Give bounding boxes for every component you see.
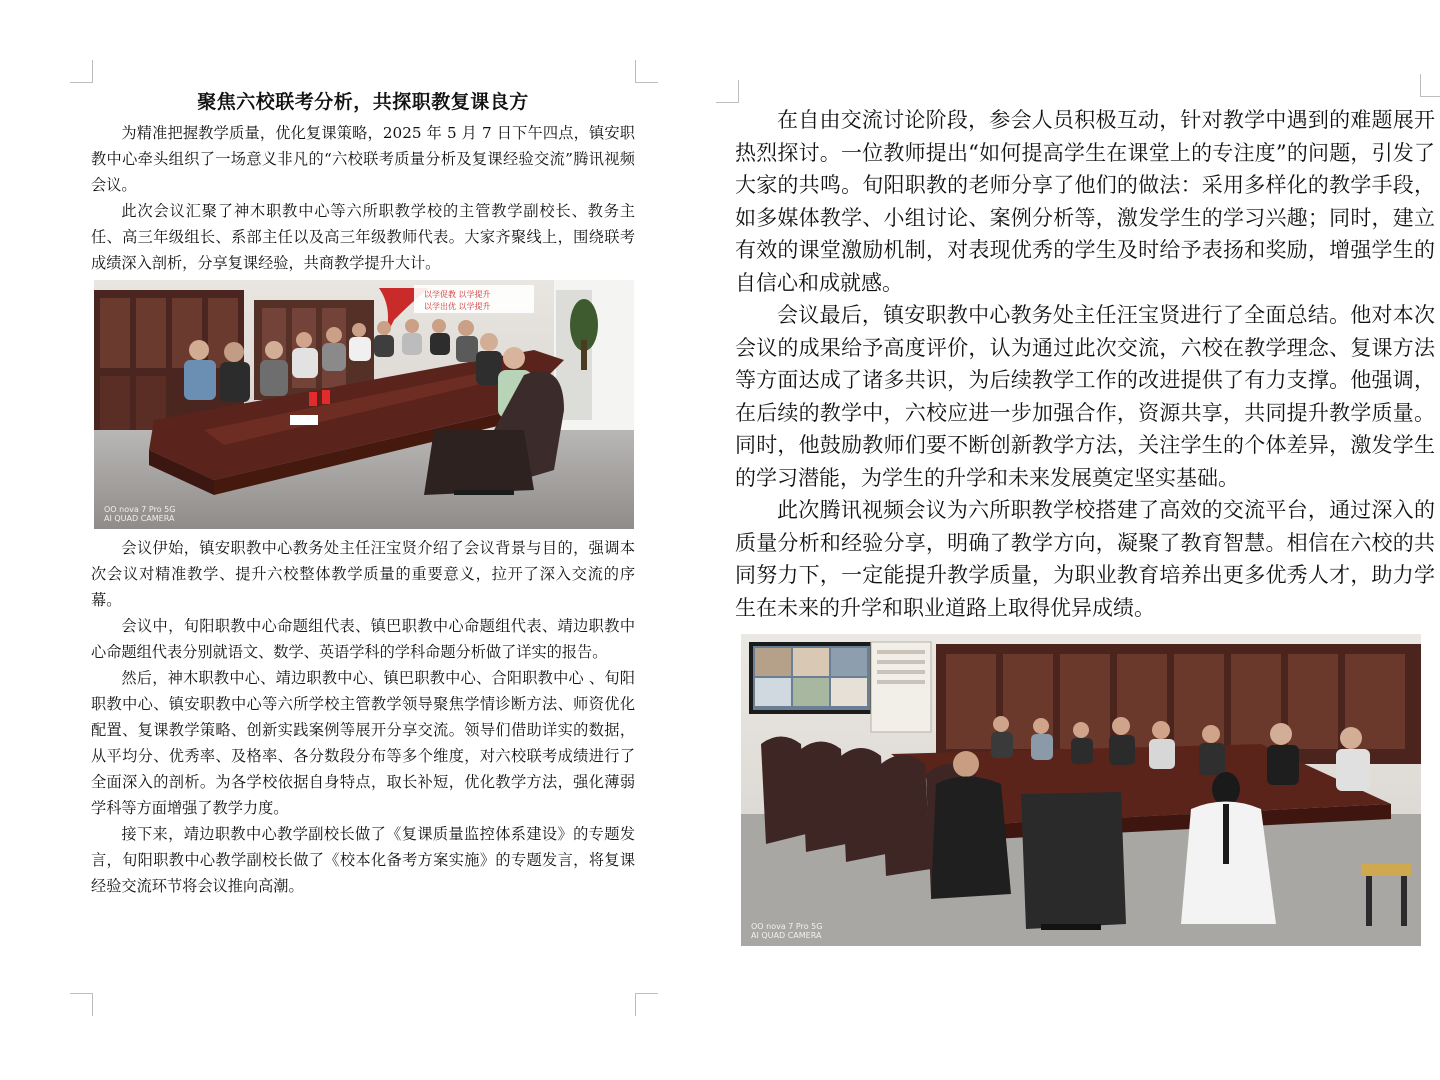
right-text-column: [735, 104, 1435, 952]
watermark-line: nova 7 Pro 5G: [766, 922, 823, 931]
svg-text:以学出优 以学提升: 以学出优 以学提升: [424, 302, 491, 311]
paragraph: 此次会议汇聚了神木职教中心等六所职教学校的主管教学副校长、教务主任、高三年级组长、系部主任以及高三年级教师代表。大家齐聚线上，围绕联考成绩深入剖析，分享复课经验，共商教学提升大计。: [91, 202, 635, 272]
article-title: 聚焦六校联考分析，共探职教复课良方: [197, 91, 529, 113]
crop-mark-top-right: [1420, 74, 1440, 97]
video-conference-photo-icon: [741, 634, 1421, 946]
paragraph: 会议中，旬阳职教中心命题组代表、镇巴职教中心命题组代表、靖边职教中心命题组代表分别就语文、数学、英语学科的学科命题分析做了详实的报告。: [91, 617, 635, 661]
camera-watermark: [751, 922, 822, 940]
crop-mark-top-right: [635, 60, 658, 83]
document-page-right: [720, 0, 1440, 1080]
crop-mark-top-left: [716, 80, 739, 103]
paragraph: 此次腾讯视频会议为六所职教学校搭建了高效的交流平台，通过深入的质量分析和经验分享，明确了教学方向，凝聚了教育智慧。相信在六校的共同努力下，一定能提升教学质量，为职业教育培养出更多优秀人才，助力学生在未来的升学和职业道路上取得优异成绩。: [735, 498, 1435, 620]
watermark-line: AI QUAD CAMERA: [751, 931, 822, 940]
camera-badge: OO: [104, 505, 117, 514]
watermark-line: AI QUAD CAMERA: [104, 514, 175, 523]
paragraph: 接下来，靖边职教中心教学副校长做了《复课质量监控体系建设》的专题发言，旬阳职教中心教学副校长做了《校本化备考方案实施》的专题发言，将复课经验交流环节将会议推向高潮。: [91, 825, 635, 895]
crop-mark-bottom-right: [635, 993, 658, 1016]
paragraph: 为精准把握教学质量，优化复课策略，2025 年 5 月 7 日下午四点，镇安职教中心牵头组织了一场意义非凡的“六校联考质量分析及复课经验交流”腾讯视频会议。: [91, 124, 635, 194]
crop-mark-bottom-left: [70, 993, 93, 1016]
conference-room-photo-icon: [94, 280, 634, 529]
camera-badge: OO: [751, 922, 764, 931]
camera-watermark: [104, 505, 175, 523]
watermark-line: nova 7 Pro 5G: [119, 505, 176, 514]
paragraph: 会议最后，镇安职教中心教务处主任汪宝贤进行了全面总结。他对本次会议的成果给予高度评价，认为通过此次交流，六校在教学理念、复课方法等方面达成了诸多共识，为后续教学工作的改进提供了有力支撑。他强调，在后续的教学中，六校应进一步加强合作，资源共享，共同提升教学质量。同时，他鼓励教师们要不断创新教学方法，关注学生的个体差异，激发学生的学习潜能，为学生的升学和未来发展奠定坚实基础。: [735, 303, 1435, 490]
left-text-column: [91, 88, 635, 899]
paragraph: 会议伊始，镇安职教中心教务处主任汪宝贤介绍了会议背景与目的，强调本次会议对精准教学、提升六校整体教学质量的重要意义，拉开了深入交流的序幕。: [91, 539, 635, 609]
video-conference-photo: [741, 634, 1421, 946]
paragraph: 然后，神木职教中心、靖边职教中心、镇巴职教中心、合阳职教中心 、旬阳职教中心、镇安职教中心等六所学校主管教学领导聚焦学情诊断方法、师资优化配置、复课教学策略、创新实践案例等展开分享交流。领导们借助详实的数据，从平均分、优秀率、及格率、各分数段分布等多个维度，对六校联考成绩进行了全面深入的剖析。为各学校依据自身特点，取长补短，优化教学方法，强化薄弱学科等方面增强了教学力度。: [91, 669, 635, 817]
conference-room-photo: [94, 280, 634, 529]
svg-text:以学促教 以学提升: 以学促教 以学提升: [424, 290, 491, 299]
crop-mark-top-left: [70, 60, 93, 83]
paragraph: 在自由交流讨论阶段，参会人员积极互动，针对教学中遇到的难题展开热烈探讨。一位教师提出“如何提高学生在课堂上的专注度”的问题，引发了大家的共鸣。旬阳职教的老师分享了他们的做法：采用多样化的教学手段，如多媒体教学、小组讨论、案例分析等，激发学生的学习兴趣；同时，建立有效的课堂激励机制，对表现优秀的学生及时给予表扬和奖励，增强学生的自信心和成就感。: [735, 108, 1435, 295]
